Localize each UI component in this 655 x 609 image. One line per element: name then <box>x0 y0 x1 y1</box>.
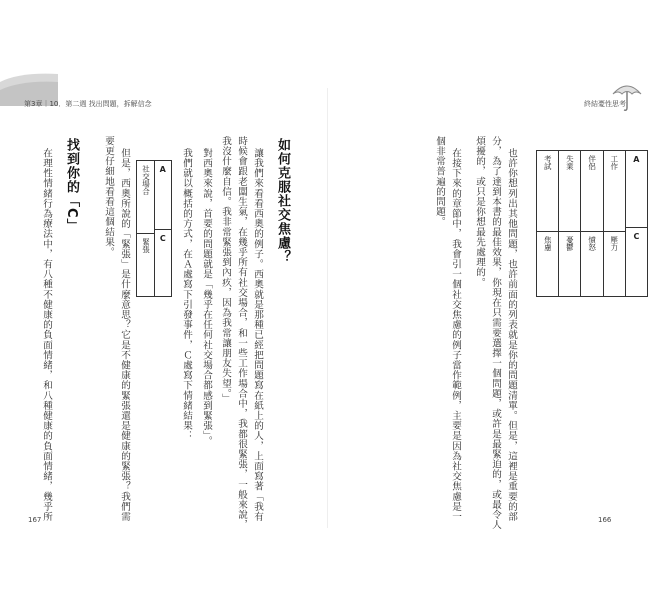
table-cell: 工作 <box>604 151 625 232</box>
table-cell: 伴侶 <box>581 151 602 232</box>
table-cell: 考試 <box>537 151 558 232</box>
paragraph-line: 我們就以概括的方式，在Ａ處寫下引發事件，Ｃ處寫下情緒結果： <box>181 148 192 441</box>
table-row <box>603 151 625 296</box>
paragraph-line: 時候會跟老闆生氣，在幾乎所有社交場合，和一些工作場合中，我都很緊張，一般來說， <box>236 136 247 530</box>
table-cell: 憂鬱 <box>565 236 575 251</box>
right-page-number: 166 <box>598 516 612 524</box>
table-header-a: A <box>155 161 172 230</box>
paragraph-line: 在理性情緒行為療法中，有八種不健康的負面情緒，和八種健康的負面情緒，幾乎所 <box>41 148 52 522</box>
table-header-a: A <box>626 151 647 228</box>
table-row <box>537 151 558 296</box>
table-cell: 社交場合 <box>137 161 154 234</box>
table-row <box>580 151 602 296</box>
table-row <box>137 161 154 296</box>
paragraph-line: 我沒什麼自信。我非常緊張到內疚，因為我常讓朋友失望。」 <box>220 136 231 404</box>
table-cell: 緊張 <box>141 238 151 253</box>
right-running-header: 終結憂性思考 <box>584 100 626 108</box>
section-heading: 找到你的「C」 <box>64 138 79 233</box>
right-ac-table-frame <box>536 150 648 297</box>
table-cell: 失業 <box>559 151 580 232</box>
paragraph-line: 煩擾的，或只是你想最先處理的。 <box>474 136 485 288</box>
paragraph-line: 讓我們來看看西奧的例子。西奧就是那種已經把問題寫在紙上的人，上面寫著「我有 <box>252 148 263 522</box>
left-running-header: 第3章｜10．第二週 找出問題，拆解信念 <box>24 100 152 108</box>
section-heading: 如何克服社交焦慮？ <box>275 138 290 264</box>
table-column-header <box>154 161 172 296</box>
table-header-c: C <box>633 232 640 241</box>
paragraph-line: 要更仔細地看看這個結果。 <box>103 136 114 258</box>
page-gutter <box>327 88 328 528</box>
table-header-c: C <box>159 234 166 243</box>
left-page-number: 167 <box>28 516 42 524</box>
table-cell: 憤怒 <box>587 236 597 251</box>
paragraph-line: 對西奧來說，首要的問題就是「幾乎在任何社交場合都感到緊張」。 <box>201 148 212 447</box>
table-cell: 焦慮 <box>543 236 553 251</box>
paragraph-line: 分，為了達到本書的最佳效果，你現在只需要選擇一個問題，或許是最緊迫的，或最令人 <box>490 136 501 530</box>
paragraph-line: 在接下來的章節中，我會引一個社交焦慮的例子當作範例，主要是因為社交焦慮是一 <box>450 148 461 522</box>
paragraph-line: 也許你想列出其他問題，也許前面的列表就是你的問題清單。但是，這裡是重要的部 <box>506 148 517 522</box>
table-row <box>558 151 580 296</box>
left-ac-table <box>136 160 172 297</box>
table-cell: 壓力 <box>609 236 619 251</box>
paragraph-line: 但是，西奧所說的「緊張」是什麼意思？它是不健康的緊張還是健康的緊張？我們需 <box>119 148 130 522</box>
table-column-header <box>625 151 647 296</box>
paragraph-line: 個非常普遍的問題。 <box>434 136 445 227</box>
